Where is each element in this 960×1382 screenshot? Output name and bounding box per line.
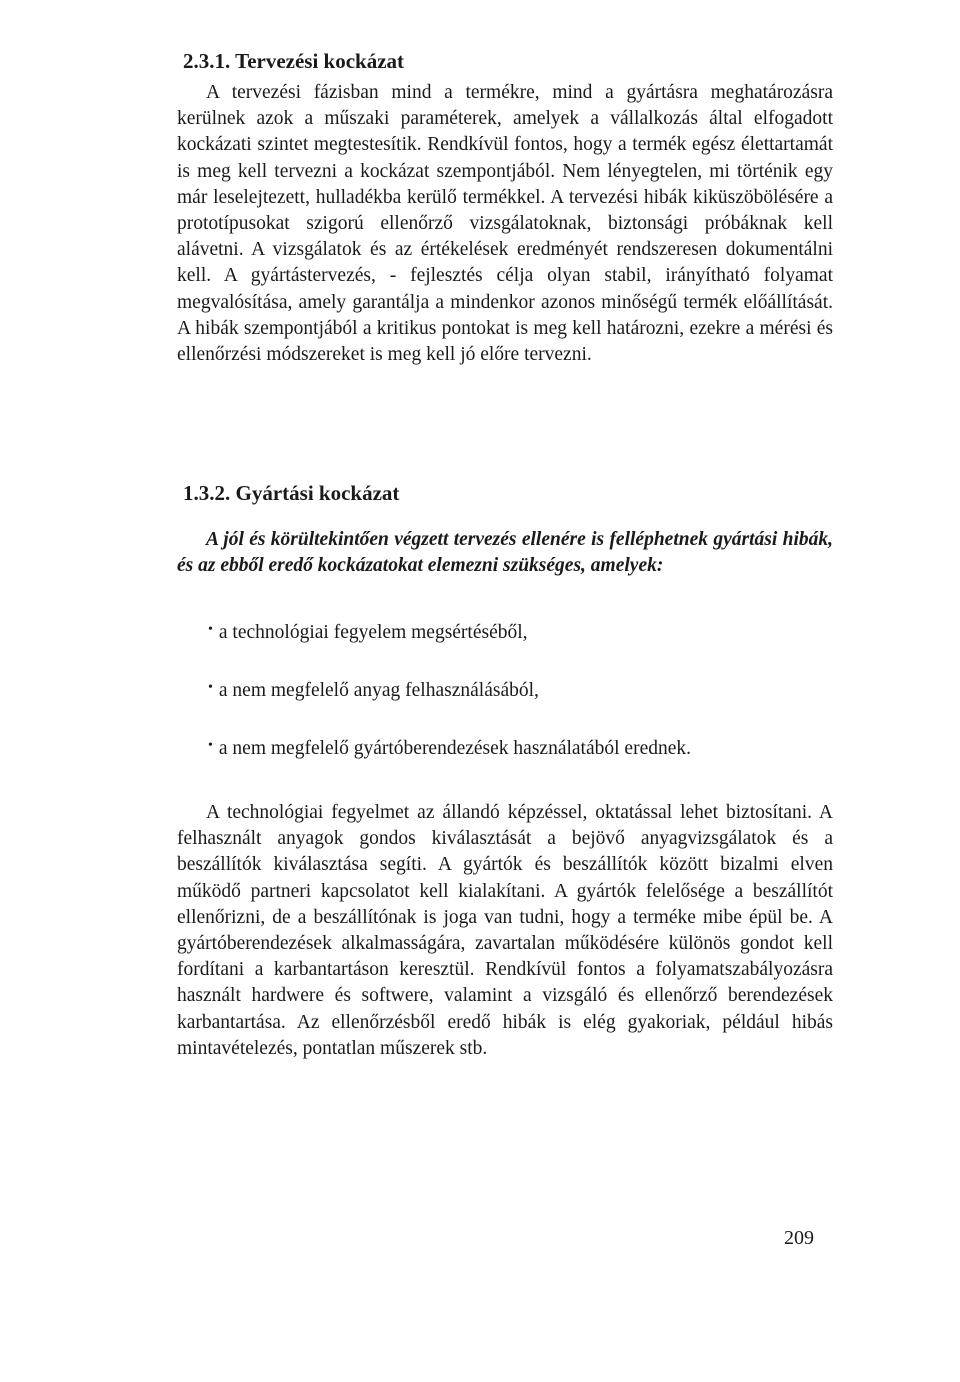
section-heading-gyartasi-kockazat: 1.3.2. Gyártási kockázat (183, 481, 400, 505)
bullet-icon: • (208, 738, 213, 753)
bullet-list (208, 620, 691, 794)
list-item-text: a technológiai fegyelem megsértéséből, (218, 622, 528, 643)
list-item (208, 736, 691, 794)
bullet-icon: • (208, 622, 213, 637)
list-item (208, 620, 691, 678)
bullet-icon: • (208, 680, 213, 695)
paragraph-gyartasi-intro: A jól és körültekintően végzett tervezés ellenére is felléphetnek gyártási hibák, és az ebből eredő kockázatokat elemezni szükséges, amelyek: (177, 529, 833, 577)
list-item (208, 678, 691, 736)
section-heading-tervezesi-kockazat: 2.3.1. Tervezési kockázat (183, 49, 405, 73)
list-item-text: a nem megfelelő anyag felhasználásából, (218, 680, 539, 701)
page-number: 209 (784, 1227, 814, 1249)
paragraph-tervezesi-kockazat: A tervezési fázisban mind a termékre, mind a gyártásra meghatározásra kerülnek azok a műszaki paraméterek, amelyek a vállalkozás által elfogadott kockázati szintet megtestesítik. Rendkívül fontos, hogy a termék egész élettartamát is meg kell tervezni a kockázat szempontjából. Nem lényegtelen, mi történik egy már leselejtezett, hulladékba kerülő termékkel. A tervezési hibák kiküszöbölésére a prototípusokat szigorú ellenőrző vizsgálatoknak, biztonsági próbáknak kell alávetni. A vizsgálatok és az értékelések eredményét rendszeresen dokumentálni kell. A gyártástervezés, - fejlesztés célja olyan stabil, irányítható folyamat megvalósítása, amely garantálja a mindenkor azonos minőségű termék előállítását. A hibák szempontjából a kritikus pontokat is meg kell határozni, ezekre a mérési és ellenőrzési módszereket is meg kell jó előre tervezni. (177, 82, 833, 366)
paragraph-gyartasi-kockazat: A technológiai fegyelmet az állandó képzéssel, oktatással lehet biztosítani. A felhasznált anyagok gondos kiválasztását a bejövő anyagvizsgálatok és a beszállítók kiválasztása segíti. A gyártók és beszállítók között bizalmi elven működő partneri kapcsolatot kell kialakítani. A gyártók felelősége a beszállítót ellenőrizni, de a beszállítónak is joga van tudni, hogy a terméke mibe épül be. A gyártóberendezések alkalmasságára, zavartalan működésére különös gondot kell fordítani a karbantartáson keresztül. Rendkívül fontos a folyamatszabályozásra használt hardwere és softwere, valamint a vizsgáló és ellenőrző berendezések karbantartása. Az ellenőrzésből eredő hibák is elég gyakoriak, például hibás mintavételezés, pontatlan műszerek stb. (177, 802, 833, 1059)
list-item-text: a nem megfelelő gyártóberendezések használatából erednek. (218, 738, 692, 759)
